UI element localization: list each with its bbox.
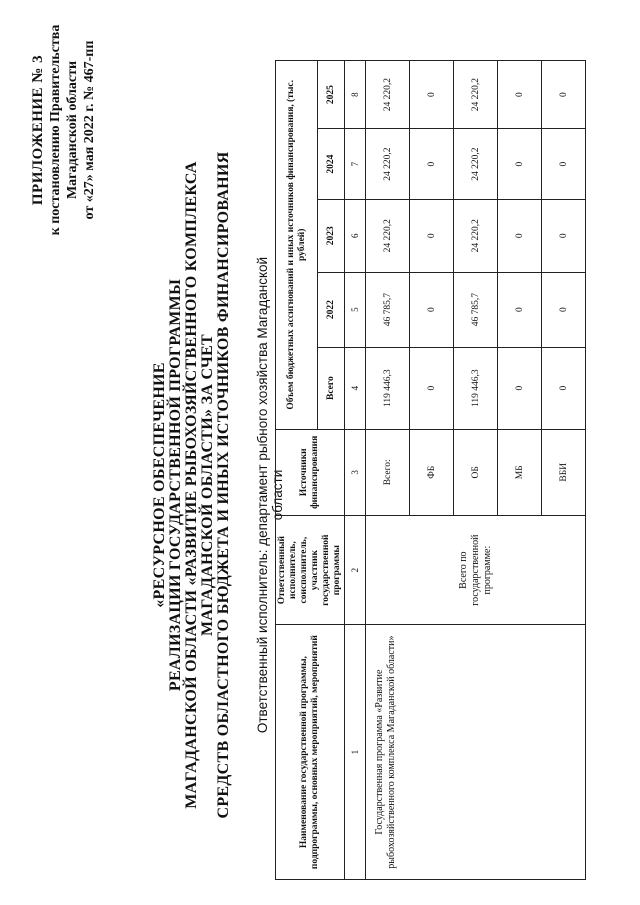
value-2025: 0 (542, 61, 586, 129)
responsible-cell: Всего по государственной программе: (366, 516, 586, 625)
value-2025: 24 220,2 (366, 61, 410, 129)
value-2024: 0 (498, 129, 542, 200)
title-line: МАГАДАНСКОЙ ОБЛАСТИ» ЗА СЧЕТ (199, 334, 216, 636)
header-year-2024: 2024 (318, 129, 345, 200)
total-cell: 119 446,3 (454, 347, 498, 429)
total-cell: 119 446,3 (366, 347, 410, 429)
column-number: 8 (345, 61, 366, 129)
value-2025: 24 220,2 (454, 61, 498, 129)
value-2022: 46 785,7 (366, 272, 410, 347)
title-line: РЕАЛИЗАЦИИ ГОСУДАРСТВЕННОЙ ПРОГРАММЫ (167, 278, 184, 692)
program-name: Государственная программа «Развитие рыбохозяйственного комплекса Магаданской области» (366, 625, 586, 880)
value-2023: 24 220,2 (366, 199, 410, 272)
source-cell: ФБ (410, 429, 454, 515)
value-2023: 0 (410, 199, 454, 272)
value-2024: 24 220,2 (366, 129, 410, 200)
value-2024: 0 (542, 129, 586, 200)
value-2023: 24 220,2 (454, 199, 498, 272)
resource-table (275, 60, 586, 880)
appendix-number: ПРИЛОЖЕНИЕ № 3 (30, 54, 46, 206)
appendix-date: от «27» мая 2022 г. № 467-пп (82, 40, 97, 220)
value-2022: 0 (410, 272, 454, 347)
total-cell: 0 (410, 347, 454, 429)
header-year-2023: 2023 (318, 199, 345, 272)
header-total: Всего (318, 347, 345, 429)
source-cell: ОБ (454, 429, 498, 515)
value-2023: 0 (542, 199, 586, 272)
column-number: 5 (345, 272, 366, 347)
value-2025: 0 (498, 61, 542, 129)
appendix-decree: к постановлению Правительства (48, 24, 63, 236)
value-2024: 24 220,2 (454, 129, 498, 200)
column-number: 3 (345, 429, 366, 515)
table-row (366, 61, 410, 880)
value-2022: 0 (542, 272, 586, 347)
value-2022: 46 785,7 (454, 272, 498, 347)
value-2024: 0 (410, 129, 454, 200)
value-2023: 0 (498, 199, 542, 272)
document-title (152, 145, 232, 825)
source-cell: ВБИ (542, 429, 586, 515)
column-number: 4 (345, 347, 366, 429)
title-line: МАГАДАНСКОЙ ОБЛАСТИ «РАЗВИТИЕ РЫБОХОЗЯЙСТВЕННОГО КОМПЛЕКСА (183, 161, 200, 809)
header-volume: Объем бюджетных ассигнований и иных источников финансирования, (тыс. рублей) (276, 61, 318, 430)
header-year-2022: 2022 (318, 272, 345, 347)
total-cell: 0 (498, 347, 542, 429)
header-name: Наименование государственной программы, подпрограммы, основных мероприятий, мероприятий (276, 625, 345, 880)
column-number: 6 (345, 199, 366, 272)
header-year-2025: 2025 (318, 61, 345, 129)
appendix-block (30, 10, 98, 250)
title-line: «РЕСУРСНОЕ ОБЕСПЕЧЕНИЕ (151, 362, 168, 608)
source-cell: Всего: (366, 429, 410, 515)
appendix-region: Магаданской области (65, 60, 80, 200)
total-cell: 0 (542, 347, 586, 429)
source-cell: МБ (498, 429, 542, 515)
title-line: СРЕДСТВ ОБЛАСТНОГО БЮДЖЕТА И ИНЫХ ИСТОЧНИКОВ ФИНАНСИРОВАНИЯ (215, 151, 232, 819)
header-sources: Источники финансирования (276, 429, 345, 515)
value-2025: 0 (410, 61, 454, 129)
column-number: 1 (345, 625, 366, 880)
header-responsible: Ответственный исполнитель, соисполнитель, участник государственной программы (276, 516, 345, 625)
responsible-executor: Ответственный исполнитель: департамент рыбного хозяйства Магаданской области (255, 256, 285, 734)
column-number: 7 (345, 129, 366, 200)
column-number: 2 (345, 516, 366, 625)
value-2022: 0 (498, 272, 542, 347)
